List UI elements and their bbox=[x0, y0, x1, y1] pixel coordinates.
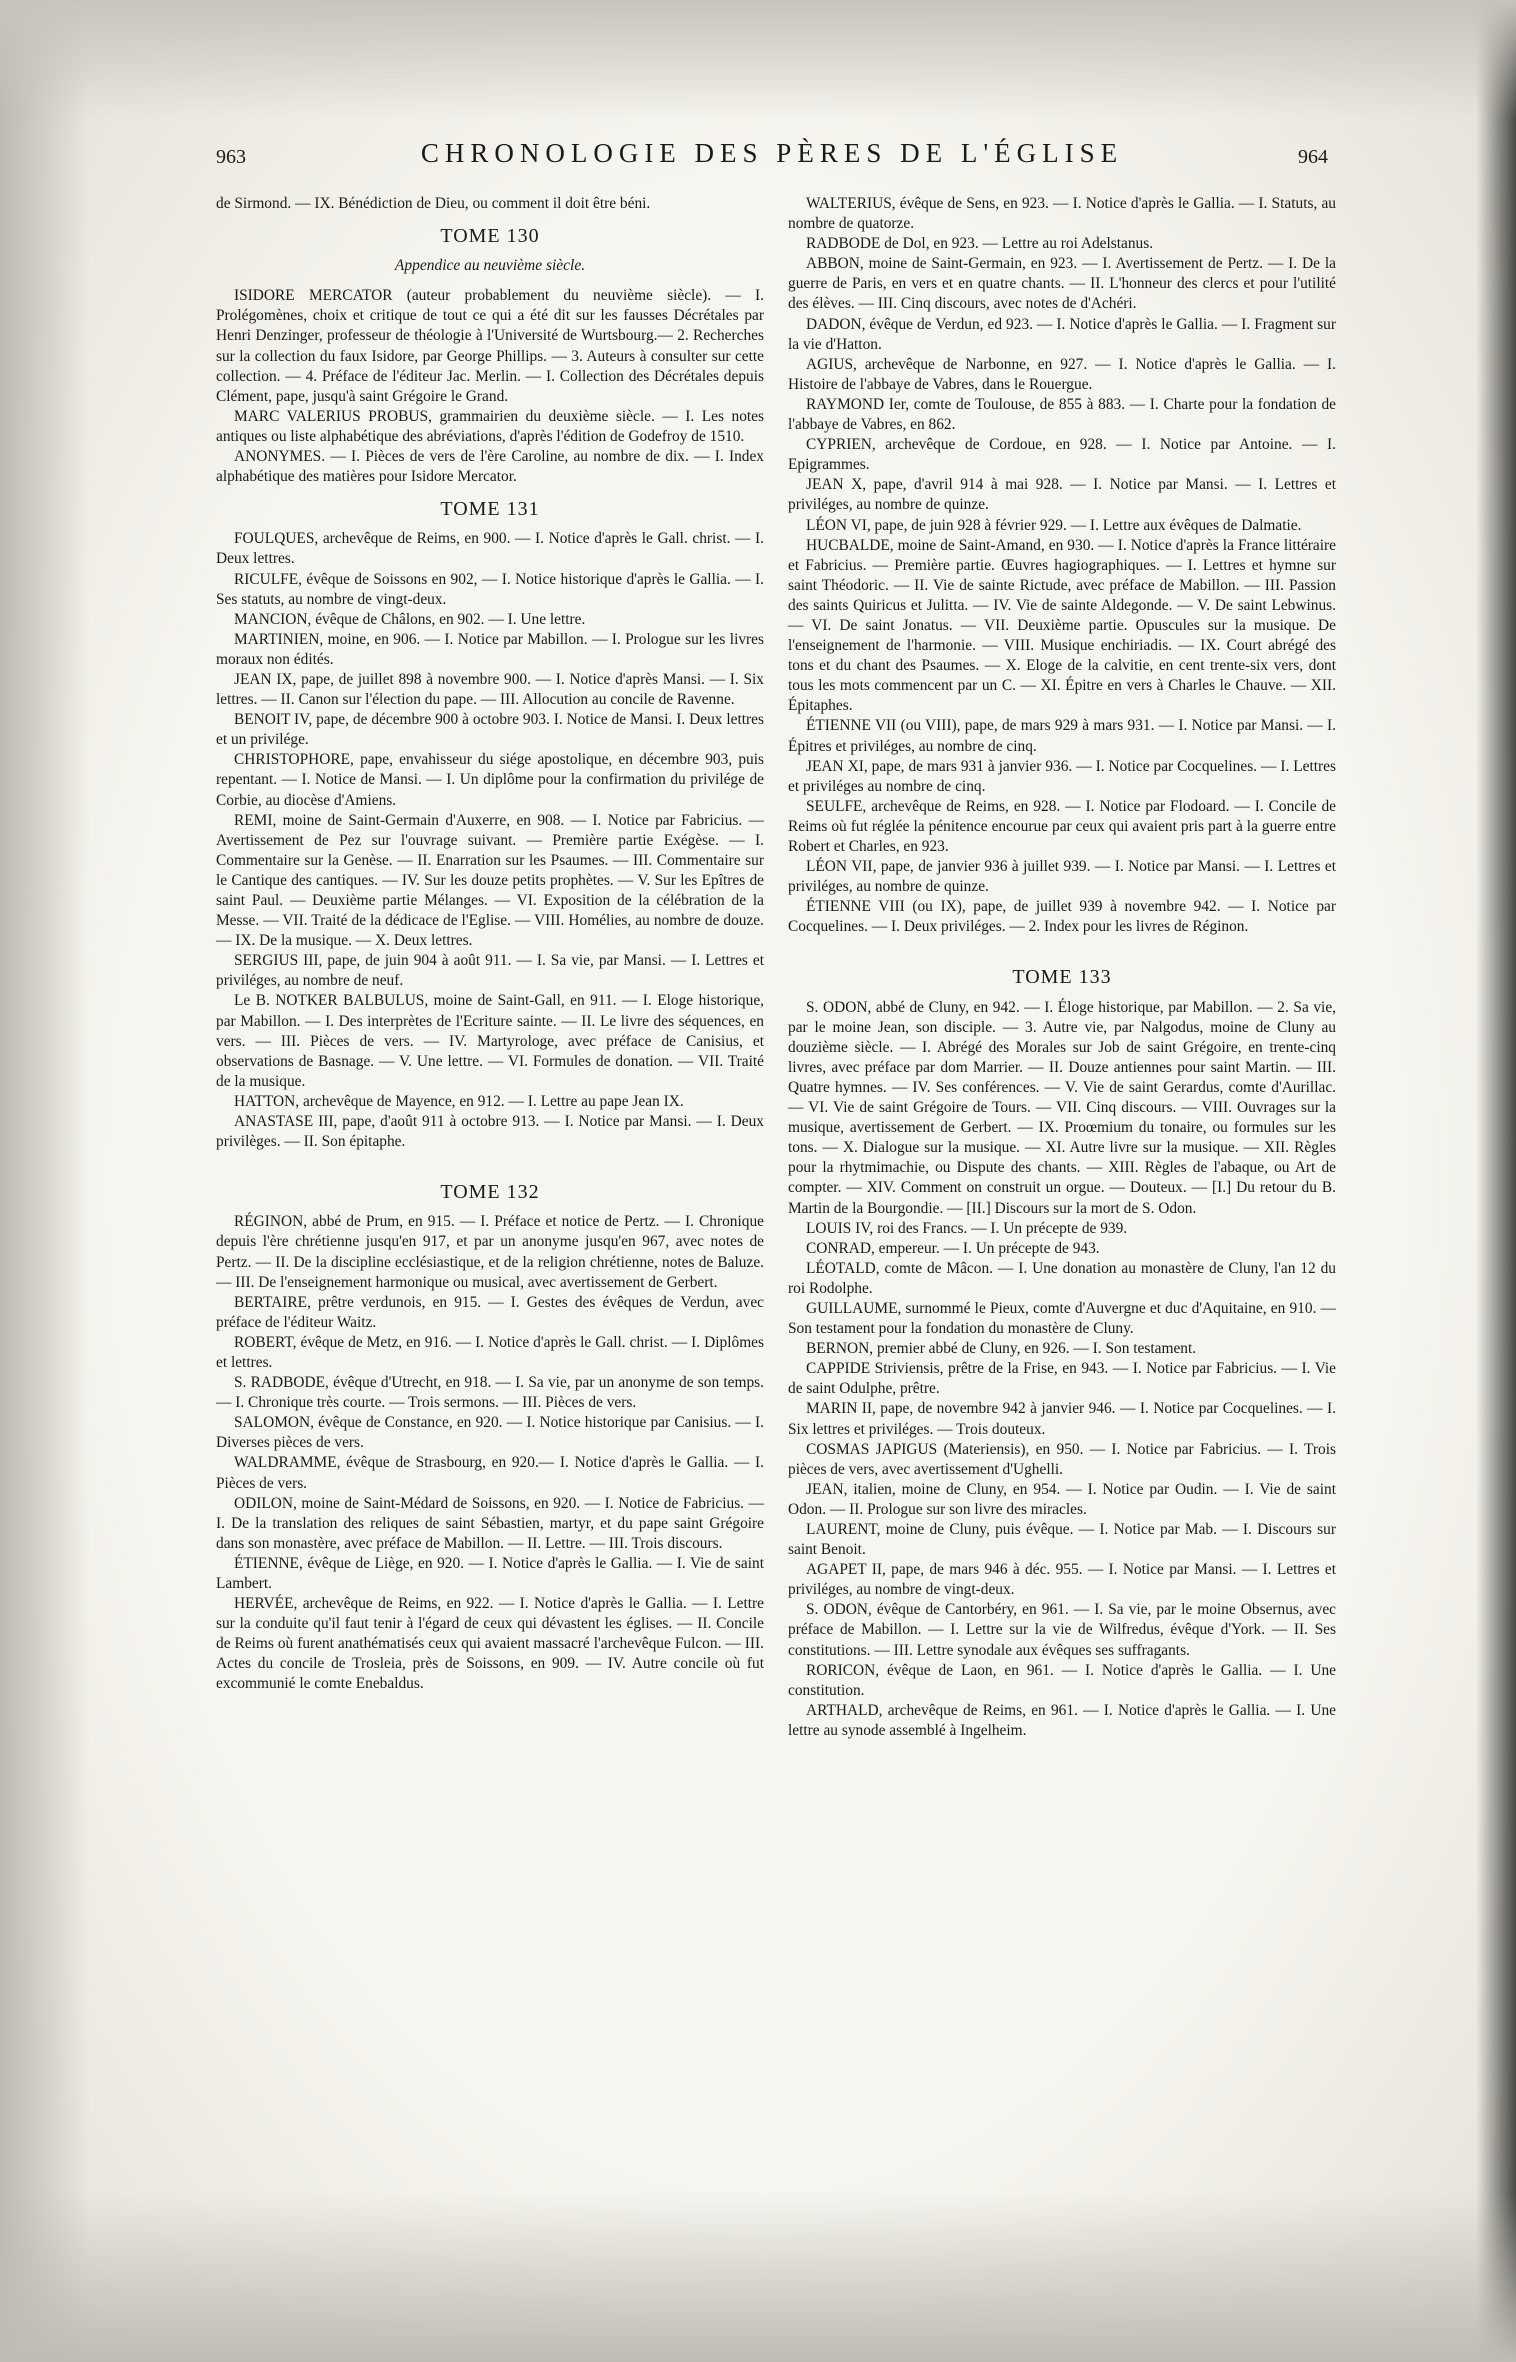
entry: ÉTIENNE, évêque de Liège, en 920. — I. Notice d'après le Gallia. — I. Vie de saint Lambert. bbox=[216, 1554, 764, 1592]
entry: ÉTIENNE VIII (ou IX), pape, de juillet 939 à novembre 942. — I. Notice par Cocquelines. — I. Deux priviléges. — 2. Index pour les livres de Réginon. bbox=[788, 898, 1336, 936]
scan-edge-right bbox=[1476, 0, 1516, 2362]
entry: RICULFE, évêque de Soissons en 902, — I. Notice historique d'après le Gallia. — I. Ses statuts, au nombre de vingt-deux. bbox=[216, 570, 764, 608]
entry: S. ODON, évêque de Cantorbéry, en 961. — I. Sa vie, par le moine Obsernus, avec préface de Mabillon. — I. Lettre sur la vie de Wilfredus, évêque d'York. — II. Ses constitutions. — III. Lettre synodale aux évêques ses suffragants. bbox=[788, 1601, 1336, 1659]
entry: BERNON, premier abbé de Cluny, en 926. — I. Son testament. bbox=[806, 1340, 1197, 1358]
entry: ÉTIENNE VII (ou VIII), pape, de mars 929 à mars 931. — I. Notice par Mansi. — I. Épitres et priviléges, au nombre de cinq. bbox=[788, 717, 1336, 755]
entry: RAYMOND Ier, comte de Toulouse, de 855 à 883. — I. Charte pour la fondation de l'abbaye de Vabres, en 862. bbox=[788, 395, 1336, 434]
entry: ODILON, moine de Saint-Médard de Soissons, en 920. — I. Notice de Fabricius. — I. De la translation des reliques de saint Sébastien, martyr, et du pape saint Grégoire dans son monastère, avec préface de Mabillon. — II. Lettre. — III. Trois discours. bbox=[216, 1494, 764, 1552]
scan-edge-bottom bbox=[0, 2192, 1516, 2362]
entry: BENOIT IV, pape, de décembre 900 à octobre 903. I. Notice de Mansi. I. Deux lettres et un privilége. bbox=[216, 711, 764, 749]
entry: ARTHALD, archevêque de Reims, en 961. — I. Notice d'après le Gallia. — I. Une lettre au synode assemblé à Ingelheim. bbox=[788, 1701, 1336, 1739]
entry: AGAPET II, pape, de mars 946 à déc. 955. — I. Notice par Mansi. — I. Lettres et priviléges, au nombre de vingt-deux. bbox=[788, 1561, 1336, 1599]
entry: SALOMON, évêque de Constance, en 920. — I. Notice historique par Canisius. — I. Diverses pièces de vers. bbox=[216, 1414, 764, 1452]
entry: ANASTASE III, pape, d'août 911 à octobre 913. — I. Notice par Mansi. — I. Deux privilèges. — II. Son épitaphe. bbox=[216, 1113, 764, 1151]
entry: HUCBALDE, moine de Saint-Amand, en 930. — I. Notice d'après la France littéraire et Fabricius. — Première partie. Œuvres hagiographiques. — I. Lettres et hymne sur saint Théodoric. — II. Vie de sainte Rictude, avec préface de Mabillon. — III. Passion des saints Quiricus et Julitta. — IV. Vie de sainte Aldegonde. — V. De saint Lebwinus. — VI. De saint Jonatus. — VII. Deuxième partie. Opuscules sur la musique. De l'enseignement de l'harmonie. — VIII. Musique enchiriadis. — IX. Court abrégé des tons et du chant des Psaumes. — X. Eloge de la calvitie, en cent trente-six vers, dont tous les mots commencent par un C. — XI. Épitre en vers à Charles le Chauve. — XII. Épitaphes. bbox=[788, 536, 1336, 715]
page-title: CHRONOLOGIE DES PÈRES DE L'ÉGLISE bbox=[420, 138, 1124, 168]
entry: RÉGINON, abbé de Prum, en 915. — I. Préface et notice de Pertz. — I. Chronique depuis l'ère chrétienne jusqu'en 917, et par un anonyme jusqu'en 967, avec notes de Pertz. — II. De la discipline ecclésiastique, et de la religion chrétienne, notes de Baluze. — III. De l'enseignement harmonique ou musical, avec avertissement de Gerbert. bbox=[216, 1213, 764, 1291]
running-header bbox=[216, 138, 1328, 178]
entry: S. RADBODE, évêque d'Utrecht, en 918. — I. Sa vie, par un anonyme de son temps. — I. Chronique très courte. — Trois sermons. — III. Pièces de vers. bbox=[216, 1374, 764, 1412]
left-column bbox=[216, 194, 764, 1695]
entry: FOULQUES, archevêque de Reims, en 900. — I. Notice d'après le Gall. christ. — I. Deux lettres. bbox=[216, 530, 764, 568]
page-number-left: 963 bbox=[216, 146, 246, 168]
entry: SEULFE, archevêque de Reims, en 928. — I. Notice par Flodoard. — I. Concile de Reims où fut réglée la pénitence encourue par ceux qui avaient pris part à la guerre entre Robert et Charles, en 923. bbox=[788, 797, 1336, 855]
entry: SERGIUS III, pape, de juin 904 à août 911. — I. Sa vie, par Mansi. — I. Lettres et priviléges, au nombre de neuf. bbox=[216, 952, 764, 990]
entry: LOUIS IV, roi des Francs. — I. Un précepte de 939. bbox=[806, 1219, 1128, 1237]
entry: Le B. NOTKER BALBULUS, moine de Saint-Gall, en 911. — I. Eloge historique, par Mabillon. — I. Des interprètes de l'Ecriture sainte. — II. Le livre des séquences, en vers. — III. Pièces de vers. — IV. Martyrologe, avec préface de Canisius, et observations de Basnage. — V. Une lettre. — VI. Formules de donation. — VII. Traité de la musique. bbox=[216, 992, 764, 1090]
entry: LAURENT, moine de Cluny, puis évêque. — I. Notice par Mab. — I. Discours sur saint Benoit. bbox=[788, 1521, 1336, 1559]
right-column bbox=[788, 194, 1336, 1741]
tome-130-subheading: Appendice au neuvième siècle. bbox=[394, 257, 586, 275]
entry: LÉON VI, pape, de juin 928 à février 929. — I. Lettre aux évêques de Dalmatie. bbox=[806, 516, 1302, 534]
entry: JEAN XI, pape, de mars 931 à janvier 936. — I. Notice par Cocquelines. — I. Lettres et priviléges au nombre de cinq. bbox=[788, 757, 1336, 795]
entry: ANONYMES. — I. Pièces de vers de l'ère Caroline, au nombre de dix. — I. Index alphabétique des matières pour Isidore Mercator. bbox=[216, 448, 764, 486]
entry: ROBERT, évêque de Metz, en 916. — I. Notice d'après le Gall. christ. — I. Diplômes et lettres. bbox=[216, 1333, 764, 1371]
tome-133-heading: TOME 133 bbox=[1012, 966, 1112, 989]
scan-edge-left bbox=[0, 0, 90, 2362]
entry: WALTERIUS, évêque de Sens, en 923. — I. Notice d'après le Gallia. — I. Statuts, au nombre de quatorze. bbox=[788, 195, 1336, 233]
intro-paragraph: de Sirmond. — IX. Bénédiction de Dieu, ou comment il doit être béni. bbox=[216, 195, 651, 212]
entry: LÉOTALD, comte de Mâcon. — I. Une donation au monastère de Cluny, l'an 12 du roi Rodolphe. bbox=[788, 1259, 1336, 1297]
tome-130-heading: TOME 130 bbox=[440, 225, 540, 248]
entry: RADBODE de Dol, en 923. — Lettre au roi Adelstanus. bbox=[806, 235, 1154, 253]
entry: CONRAD, empereur. — I. Un précepte de 943. bbox=[806, 1239, 1100, 1257]
entry: HERVÉE, archevêque de Reims, en 922. — I. Notice d'après le Gallia. — I. Lettre sur la conduite qu'il faut tenir à l'égard de ceux qui dévastent les églises. — II. Concile de Reims où furent anathématisés ceux qui avaient massacré l'archevêque Fulcon. — III. Actes du concile de Trosleia, près de Soissons, en 909. — IV. Autre concile où fut excommunié le comte Enebaldus. bbox=[216, 1595, 764, 1693]
entry: RORICON, évêque de Laon, en 961. — I. Notice d'après le Gallia. — I. Une constitution. bbox=[788, 1661, 1336, 1699]
entry: CYPRIEN, archevêque de Cordoue, en 928. — I. Notice par Antoine. — I. Epigrammes. bbox=[788, 436, 1336, 474]
entry: HATTON, archevêque de Mayence, en 912. — I. Lettre au pape Jean IX. bbox=[234, 1092, 684, 1110]
entry: S. ODON, abbé de Cluny, en 942. — I. Éloge historique, par Mabillon. — 2. Sa vie, par le moine Jean, son disciple. — 3. Autre vie, par Nalgodus, moine de Cluny au douzième siècle. — I. Abrégé des Morales sur Job de saint Grégoire, en trente-cinq livres, avec préface par dom Marrier. — II. Douze antiennes pour saint Martin. — III. Quatre hymnes. — IV. Ses conférences. — V. Vie de saint Gerardus, comte d'Aurillac. — VI. Vie de saint Grégoire de Tours. — VII. Cinq discours. — VIII. Ouvrages sur la musique, avertissement de Gerbert. — IX. Proœmium du tonaire, ou formules sur les tons. — X. Dialogue sur la musique. — XI. Autre livre sur la musique. — XII. Règles pour la rhytmimachie, ou Dispute des chants. — XIII. Règles de l'abaque, ou Art de compter. — XIV. Comment on construit un orgue. — Douteux. — [I.] Du retour du B. Martin de la Bourgondie. — [II.] Discours sur la mort de S. Odon. bbox=[788, 998, 1336, 1217]
entry: JEAN X, pape, d'avril 914 à mai 928. — I. Notice par Mansi. — I. Lettres et priviléges, au nombre de quinze. bbox=[788, 476, 1336, 514]
entry: MARC VALERIUS PROBUS, grammairien du deuxième siècle. — I. Les notes antiques ou liste alphabétique des abréviations, d'après l'édition de Godefroy de 1510. bbox=[216, 407, 764, 445]
entry: JEAN IX, pape, de juillet 898 à novembre 900. — I. Notice d'après Mansi. — I. Six lettres. — II. Canon sur l'élection du pape. — III. Allocution au concile de Ravenne. bbox=[216, 670, 764, 709]
tome-132-heading: TOME 132 bbox=[440, 1181, 540, 1204]
entry: MANCION, évêque de Châlons, en 902. — I. Une lettre. bbox=[234, 610, 586, 628]
entry: DADON, évêque de Verdun, ed 923. — I. Notice d'après le Gallia. — I. Fragment sur la vie d'Hatton. bbox=[788, 315, 1336, 353]
entry: CAPPIDE Striviensis, prêtre de la Frise, en 943. — I. Notice par Fabricius. — I. Vie de saint Odulphe, prêtre. bbox=[788, 1360, 1336, 1398]
entry: AGIUS, archevêque de Narbonne, en 927. — I. Notice d'après le Gallia. — I. Histoire de l'abbaye de Vabres, dans le Rouergue. bbox=[788, 355, 1336, 393]
entry: ABBON, moine de Saint-Germain, en 923. — I. Avertissement de Pertz. — I. De la guerre de Paris, en vers et en quatre chants. — II. L'honneur des clercs et pour l'utilité des élèves. — III. Cinq discours, avec notes de d'Achéri. bbox=[788, 255, 1336, 313]
entry: COSMAS JAPIGUS (Materiensis), en 950. — I. Notice par Fabricius. — I. Trois pièces de vers, avec avertissement d'Ughelli. bbox=[788, 1440, 1336, 1478]
scan-edge-top bbox=[0, 0, 1516, 120]
entry: ISIDORE MERCATOR (auteur probablement du neuvième siècle). — I. Prolégomènes, choix et critique de tout ce qui a été dit sur les fausses Décrétales par Henri Denzinger, professeur de théologie à l'Université de Wurtsbourg.— 2. Recherches sur la collection du faux Isidore, par George Phillips. — 3. Auteurs à consulter sur cette collection. — 4. Préface de l'éditeur Jac. Merlin. — I. Collection des Décrétales depuis Clément, pape, jusqu'à saint Grégoire le Grand. bbox=[216, 287, 764, 405]
entry: CHRISTOPHORE, pape, envahisseur du siége apostolique, en décembre 903, puis repentant. — I. Notice de Mansi. — I. Un diplôme pour la confirmation du privilége de Corbie, au diocèse d'Amiens. bbox=[216, 751, 764, 809]
entry: LÉON VII, pape, de janvier 936 à juillet 939. — I. Notice par Mansi. — I. Lettres et priviléges, au nombre de quinze. bbox=[788, 858, 1336, 896]
entry: REMI, moine de Saint-Germain d'Auxerre, en 908. — I. Notice par Fabricius. — Avertissement de Pez sur l'ouvrage suivant. — Première partie Exégèse. — I. Commentaire sur la Genèse. — II. Enarration sur les Psaumes. — III. Commentaire sur le Cantique des cantiques. — IV. Sur les douze petits prophètes. — V. Sur les Epîtres de saint Paul. — Deuxième partie Mélanges. — VI. Exposition de la célébration de la Messe. — VII. Traité de la dédicace de l'Eglise. — VIII. Homélies, au nombre de douze. — IX. De la musique. — X. Deux lettres. bbox=[216, 811, 764, 950]
page-number-right: 964 bbox=[1298, 146, 1328, 168]
entry: WALDRAMME, évêque de Strasbourg, en 920.— I. Notice d'après le Gallia. — I. Pièces de vers. bbox=[216, 1454, 764, 1492]
entry: BERTAIRE, prêtre verdunois, en 915. — I. Gestes des évêques de Verdun, avec préface de l'éditeur Waitz. bbox=[216, 1293, 764, 1331]
entry: MARIN II, pape, de novembre 942 à janvier 946. — I. Notice par Cocquelines. — I. Six lettres et priviléges. — Trois douteux. bbox=[788, 1400, 1336, 1438]
entry: MARTINIEN, moine, en 906. — I. Notice par Mabillon. — I. Prologue sur les livres moraux non édités. bbox=[216, 630, 764, 668]
tome-131-heading: TOME 131 bbox=[440, 498, 540, 521]
entry: GUILLAUME, surnommé le Pieux, comte d'Auvergne et duc d'Aquitaine, en 910. — Son testament pour la fondation du monastère de Cluny. bbox=[788, 1299, 1336, 1338]
entry: JEAN, italien, moine de Cluny, en 954. — I. Notice par Oudin. — I. Vie de saint Odon. — II. Prologue sur son livre des miracles. bbox=[788, 1480, 1336, 1518]
